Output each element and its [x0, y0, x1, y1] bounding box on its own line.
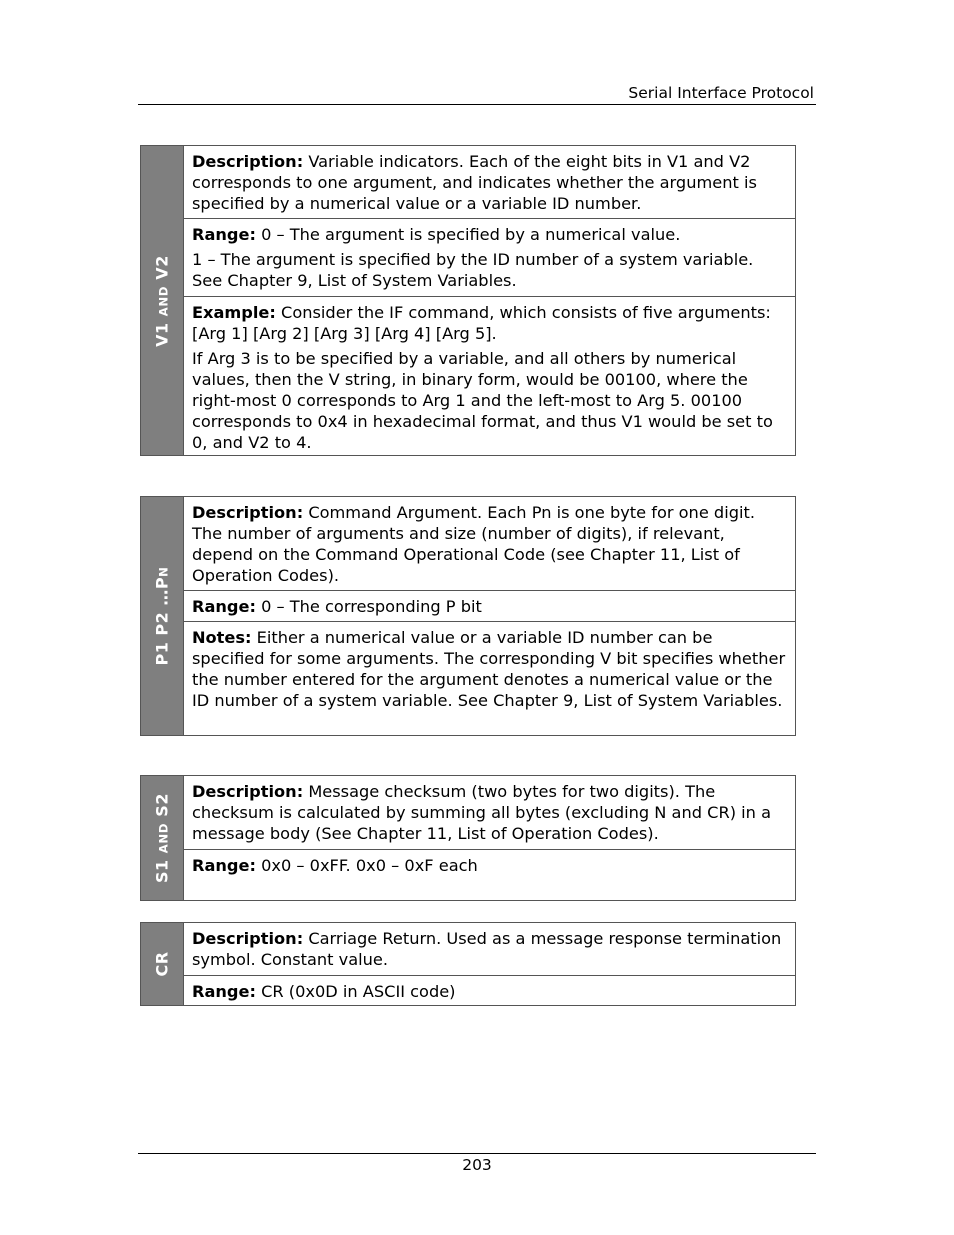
field-block-cr: [140, 922, 796, 1006]
field-label: CR: [152, 951, 172, 977]
example-row: Example: Consider the IF command, which consists of five arguments: [Arg 1] [Arg 2] [Arg 3] [Arg 4] [Arg 5]. If Arg 3 is to be specified by a variable, and all others by numerical values, then the V string, in binary form, would be 00100, where the right-most 0 corresponds to Arg 1 and the left-most to Arg 5. 00100 corresponds to 0x4 in hexadecimal format, and thus V1 would be set to 0, and V2 to 4.: [184, 296, 795, 458]
field-label: P1 P2 …PN: [152, 566, 172, 666]
description-row: Description: Carriage Return. Used as a message response termination symbol. Constant value.: [192, 929, 782, 969]
range-row: Range: 0 – The argument is specified by a numerical value. 1 – The argument is specified by the ID number of a system variable. See Chapter 9, List of System Variables.: [184, 218, 795, 296]
footer-rule: [138, 1153, 816, 1154]
page-number: 203: [462, 1156, 492, 1174]
description-row: Description: Message checksum (two bytes for two digits). The checksum is calculated by summing all bytes (excluding N and CR) in a message body (See Chapter 11, List of Operation Codes).: [192, 782, 771, 843]
field-label-cell: [141, 497, 184, 735]
range-row: Range: 0 – The corresponding P bit: [184, 590, 795, 621]
field-block-p1-pn: [140, 496, 796, 736]
field-label-cell: [141, 923, 184, 1005]
description-row: Description: Command Argument. Each Pn is one byte for one digit. The number of arguments and size (number of digits), if relevant, depend on the Command Operational Code (see Chapter 11, List of Operation Codes).: [192, 503, 755, 585]
field-block-s1-s2: [140, 775, 796, 901]
field-block-v1-v2: [140, 145, 796, 456]
running-header: Serial Interface Protocol: [628, 84, 814, 102]
description-row: Description: Variable indicators. Each of the eight bits in V1 and V2 corresponds to one argument, and indicates whether the argument is specified by a numerical value or a variable ID number.: [192, 152, 757, 213]
range-row: Range: 0x0 – 0xFF. 0x0 – 0xF each: [184, 849, 795, 900]
header-rule: [138, 104, 816, 105]
field-label: V1 AND V2: [152, 254, 172, 347]
field-label-cell: [141, 776, 184, 900]
field-label: S1 AND S2: [152, 793, 172, 883]
field-label-cell: [141, 146, 184, 455]
notes-row: Notes: Either a numerical value or a variable ID number can be specified for some arguments. The corresponding V bit specifies whether the number entered for the argument denotes a numerical value or the ID number of a system variable. See Chapter 9, List of System Variables.: [184, 621, 795, 735]
range-row: Range: CR (0x0D in ASCII code): [184, 975, 795, 1007]
